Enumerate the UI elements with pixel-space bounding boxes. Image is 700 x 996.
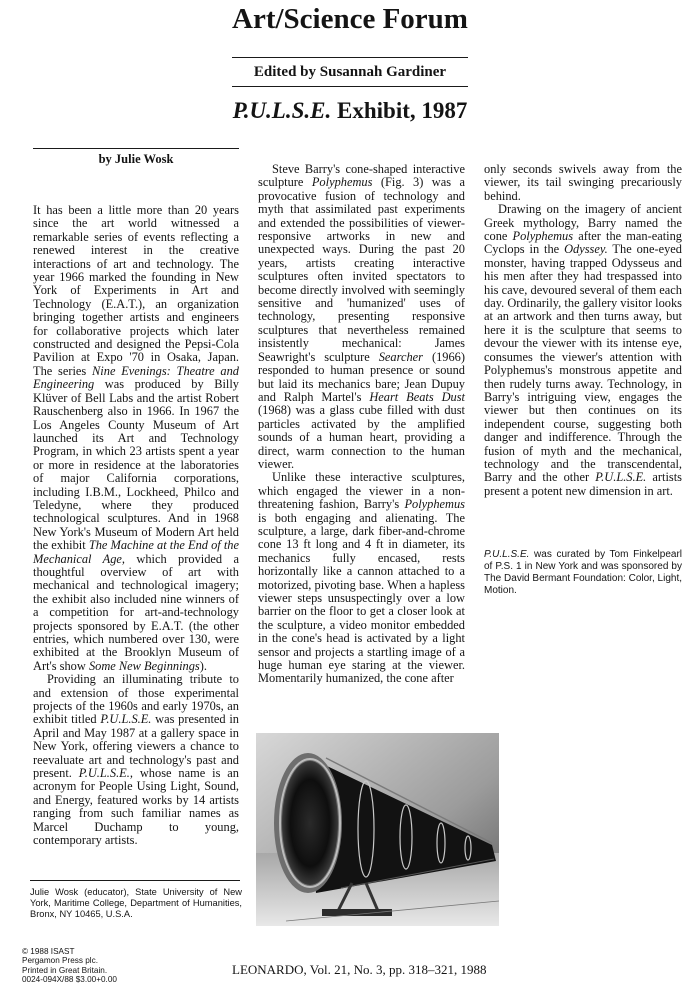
curation-note: P.U.L.S.E. was curated by Tom Finkelpearl of P.S. 1 in New York and was sponsored by The David Bermant Foundation: Color, Light, Motion. bbox=[484, 549, 682, 596]
copyright-block bbox=[22, 947, 172, 985]
section-title: Art/Science Forum bbox=[232, 3, 468, 35]
col2-paragraph-2: Unlike these interactive sculptures, which engaged the viewer in a non-threatening fashion, Barry's Polyphemus is both engaging and alienating. The sculpture, a large, dark fiber-and-chrome cone 13 ft long and 4 ft in diameter, its mechanics fully encased, rests horizontally like a cannon attached to a motorized, pivoting base. When a hapless viewer steps unsuspectingly over a low barrier on the floor to get a closer look at the sculpture, a video monitor embedded in the cone's head is activated by a light sensor and projects a startling image of a huge human eye staring at the viewer. Momentarily humanized, the cone after bbox=[258, 470, 465, 686]
col3-paragraph-2: Drawing on the imagery of ancient Greek mythology, Barry named the cone Polyphemus after the man-eating Cyclops in the Odyssey. The one-eyed monster, having trapped Odysseus and his men after they had trespassed into his cave, devoured several of them each day. Ordinarily, the gallery visitor looks at an artwork and then turns away, but here it is the sculpture that seems to devour the viewer with its intense eye, consumes the viewer's attention with Polyphemus's monstrous appetite and then rudely turns away. Technology, in Barry's intriguing view, engages the viewer but then continues on its independent course, suggesting both danger and indifference. Through the fusion of myth and the mechanical, technology and the transcendental, Barry and the other P.U.L.S.E. artists present a potent new dimension in art. bbox=[484, 202, 682, 498]
polyphemus-sculpture-image bbox=[256, 733, 499, 926]
article-title bbox=[150, 97, 550, 125]
col2-paragraph-1: Steve Barry's cone-shaped interactive sculpture Polyphemus (Fig. 3) was a provocative fusion of technology and myth that assimilated past experiments and extended the possibilities of viewer-responsive artworks in new and unexpected ways. During the past 20 years, artists creating interactive sculptures often invited spectators to become directly involved with seemingly sensitive and 'humanized' uses of technology, presenting responsive sculptures that nevertheless remained insistently mechanical: James Seawright's sculpture Searcher (1966) responded to human presence or sound but laid its mechanics bare; Jean Dupuy and Ralph Martel's Heart Beats Dust (1968) was a glass cube filled with dust particles activated by the amplified sounds of a human heart, providing a direct, warm connection to the human viewer. bbox=[258, 162, 465, 471]
column-2 bbox=[258, 163, 465, 686]
printed-line: Printed in Great Britain. bbox=[22, 965, 108, 975]
header-rule-top bbox=[232, 57, 468, 58]
column-1 bbox=[33, 204, 239, 848]
sculpture-photo bbox=[256, 733, 499, 926]
byline: by Julie Wosk bbox=[98, 152, 174, 166]
article-title-italic: P.U.L.S.E. bbox=[232, 98, 332, 123]
col3-paragraph-1: only seconds swivels away from the viewer, its tail swinging precariously behind. bbox=[484, 162, 682, 203]
issn-line: 0024-094X/88 $3.00+0.00 bbox=[22, 975, 117, 985]
publisher-line: Pergamon Press plc. bbox=[22, 956, 98, 966]
byline-rule bbox=[33, 148, 239, 149]
column-3 bbox=[484, 163, 682, 498]
editor-line: Edited by Susannah Gardiner bbox=[253, 64, 447, 80]
header-rule-bottom bbox=[232, 86, 468, 87]
author-note: Julie Wosk (educator), State University of New York, Maritime College, Department of Humanities, Bronx, NY 10465, U.S.A. bbox=[30, 887, 242, 919]
article-title-rest: Exhibit, 1987 bbox=[331, 98, 468, 123]
col1-paragraph-2: Providing an illuminating tribute to and extension of those experimental projects of the 1960s and early 1970s, an exhibit titled P.U.L.S.E. was presented in April and May 1987 at a gallery space in New York, offering viewers a chance to reevaluate art and technology's past and present. P.U.L.S.E., whose name is an acronym for People Using Light, Sound, and Energy, featured works by 14 artists ranging from such familiar names as Marcel Duchamp to young, contemporary artists. bbox=[33, 672, 239, 848]
author-note-rule bbox=[30, 880, 240, 881]
journal-citation: LEONARDO, Vol. 21, No. 3, pp. 318–321, 1988 bbox=[232, 962, 487, 977]
copyright-line: © 1988 ISAST bbox=[22, 947, 75, 956]
col1-paragraph-1: It has been a little more than 20 years since the art world witnessed a remarkable series of events reflecting a renewed interest in the creative interactions of art and technology. The year 1966 marked the founding in New York of Experiments in Art and Technology (E.A.T.), an organization bringing together artists and engineers for collaborative projects which later constructed and designed the Pepsi-Cola Pavilion at Expo '70 in Osaka, Japan. The series Nine Evenings: Theatre and Engineering was produced by Billy Klüver of Bell Labs and the artist Robert Rauschenberg also in 1966. In 1967 the Los Angeles County Museum of Art launched its Art and Technology Program, in which 23 artists spent a year or more in residence at the laboratories of major California corporations, including I.B.M., Lockheed, Philco and Teledyne, where they produced technological sculptures. And in 1968 New York's Museum of Modern Art held the exhibit The Machine at the End of the Mechanical Age, which provided a thoughtful overview of art with mechanical and technological imagery; the exhibit also included nine winners of a competition for art-and-technology projects sponsored by E.A.T. (the other entries, which numbered over 130, were exhibited at the Brooklyn Museum of Art's show Some New Beginnings). bbox=[33, 203, 240, 673]
